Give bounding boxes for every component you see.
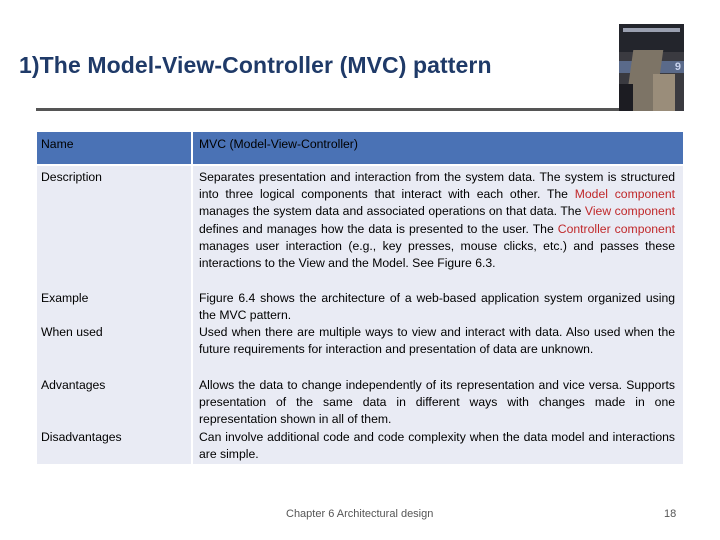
label-column [37, 166, 191, 464]
book-cover-image: 9 [619, 24, 684, 111]
row-label-description: Description [41, 170, 102, 184]
row-value-when-used: Used when there are multiple ways to view and interact with data. Also used when the future requirements for interaction and presentation of data are unknown. [199, 325, 675, 357]
header-value-mvc: MVC (Model-View-Controller) [199, 137, 358, 151]
row-value-description: Separates presentation and interaction from the system data. The system is structured into three logical components that interact with each other. The Model component manages the system data and associated operations on that data. The View component defines and manages how the data is presented to the user. The Controller component manages user interaction (e.g., key presses, mouse clicks, etc.) and passes these interactions to the View and the Model. See Figure 6.3. [199, 170, 675, 271]
row-value-example: Figure 6.4 shows the architecture of a web-based application system organized using the MVC pattern. [199, 291, 675, 323]
slide-title: 1)The Model-View-Controller (MVC) pattern [19, 52, 492, 78]
row-label-disadvantages: Disadvantages [41, 430, 122, 444]
row-label-advantages: Advantages [41, 378, 106, 392]
page-number: 18 [664, 508, 677, 520]
header-label-name: Name [41, 137, 74, 151]
row-label-example: Example [41, 291, 89, 305]
pattern-table [37, 132, 683, 464]
row-value-disadvantages: Can involve additional code and code complexity when the data model and interactions are simple. [199, 430, 675, 462]
title-underline [36, 108, 684, 111]
row-value-advantages: Allows the data to change independently of its representation and vice versa. Supports presentation of the same data in different ways with changes made in one representation shown in all of them. [199, 378, 675, 427]
view-component-highlight: View component [584, 204, 675, 219]
controller-component-highlight: Controller component [557, 221, 675, 236]
model-component-highlight: Model component [574, 187, 675, 202]
row-label-when-used: When used [41, 325, 103, 339]
slide-footer: Chapter 6 Architectural design [286, 508, 434, 520]
